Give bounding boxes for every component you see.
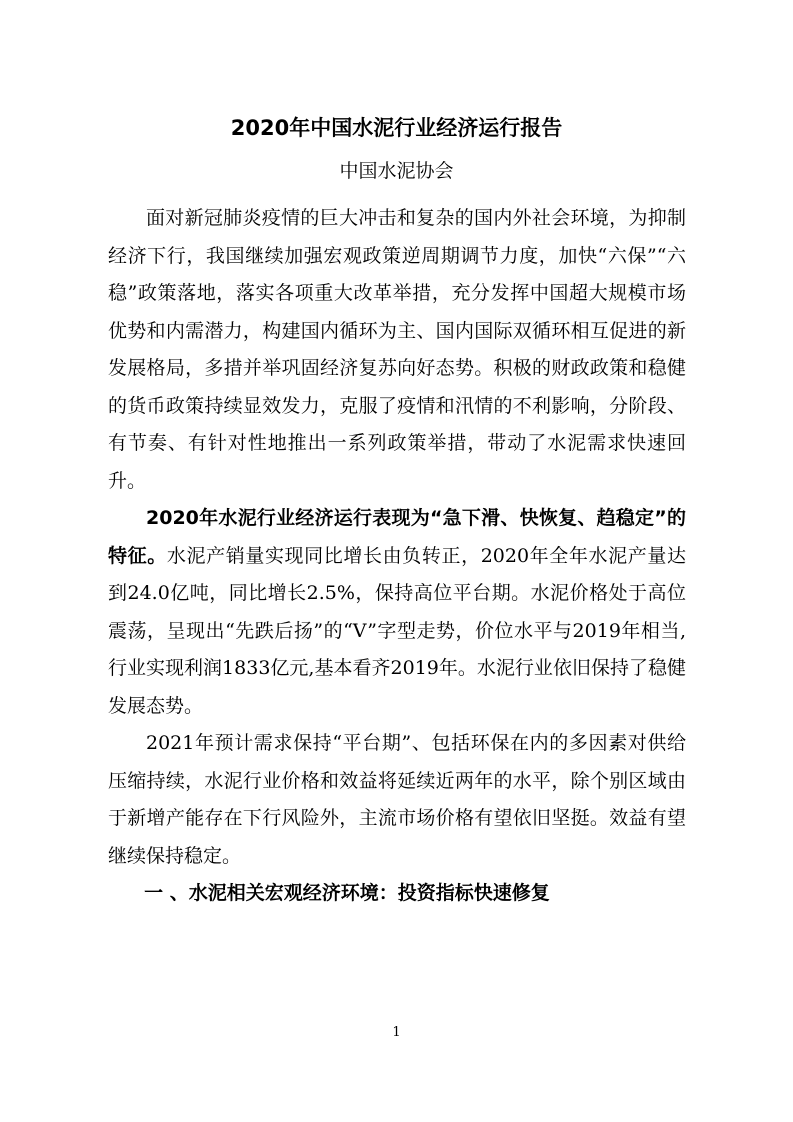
document-body [108,200,686,913]
paragraph-intro [108,200,686,500]
page-number: 1 [392,1025,401,1040]
document-author: 中国水泥协会 [339,160,454,182]
section-heading: 一 、水泥相关宏观经济环境：投资指标快速修复 [144,882,550,904]
document-title: 2020年中国水泥行业经济运行报告 [230,116,563,140]
paragraph-text: 2021年预计需求保持“平台期”、包括环保在内的多因素对供给压缩持续，水泥行业价格和效益将延续近两年的水平，除个别区域由于新增产能存在下行风险外，主流市场价格有望依旧坚挺。效益有望继续保持稳定。 [108,732,686,867]
paragraph-text: 水泥产销量实现同比增长由负转正，2020年全年水泥产量达到24.0亿吨，同比增长2.5%，保持高位平台期。水泥价格处于高位震荡，呈现出“先跌后扬”的“V”字型走势，价位水平与2019年相当,行业实现利润1833亿元,基本看齐2019年。水泥行业依旧保持了稳健发展态势。 [108,544,686,717]
paragraph-summary [108,500,686,725]
paragraph-bold-lead: 2020年水泥行业经济运行表现为“急下滑、快恢复、趋稳定”的特征。 [108,507,686,567]
paragraph-text: 面对新冠肺炎疫情的巨大冲击和复杂的国内外社会环境，为抑制经济下行，我国继续加强宏观政策逆周期调节力度，加快“六保”“六稳”政策落地，落实各项重大改革举措，充分发挥中国超大规模市场优势和内需潜力，构建国内循环为主、国内国际双循环相互促进的新发展格局，多措并举巩固经济复苏向好态势。积极的财政政策和稳健的货币政策持续显效发力，克服了疫情和汛情的不利影响，分阶段、有节奏、有针对性地推出一系列政策举措，带动了水泥需求快速回升。 [108,207,686,492]
paragraph-outlook [108,725,686,875]
